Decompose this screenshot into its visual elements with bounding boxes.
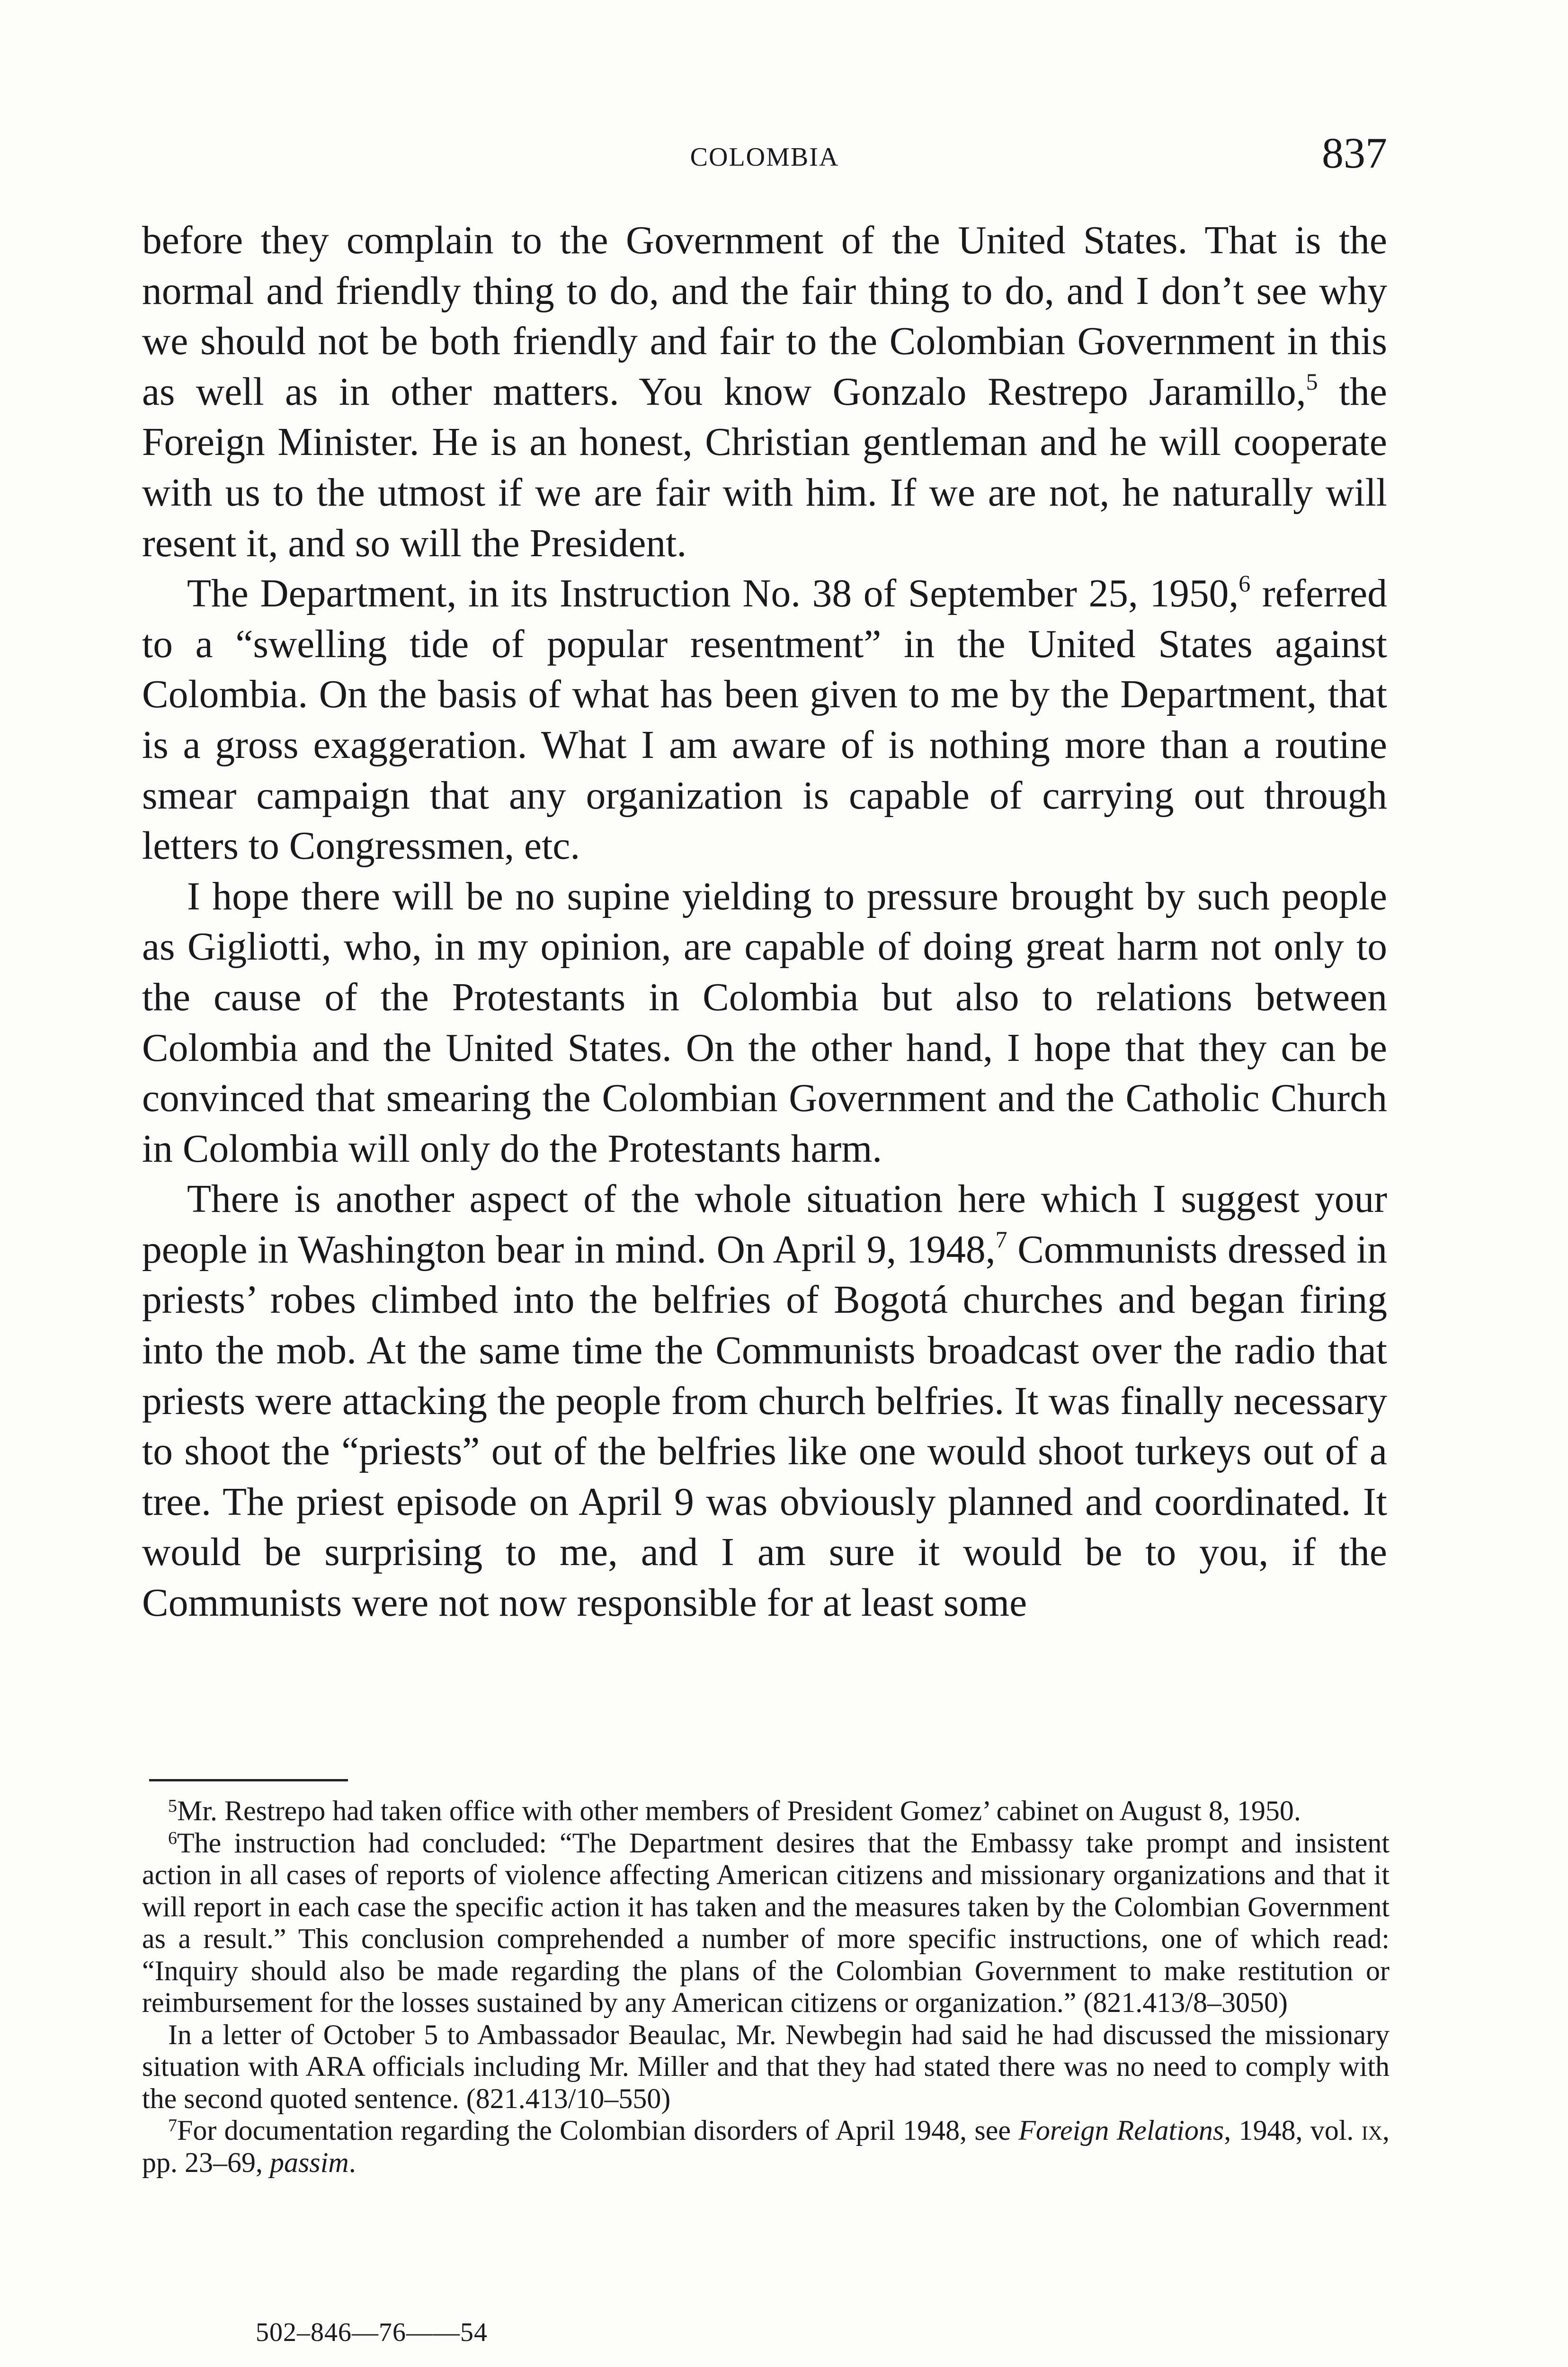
footnotes [142, 1795, 1390, 2179]
footnote-7-volume: ix [1361, 2115, 1383, 2146]
body-text [142, 215, 1387, 1628]
paragraph-2 [142, 569, 1387, 872]
paragraph-4-text: There is another aspect of the whole situation here which I suggest your people in Washington bear in mind. On April 9, 1948, [142, 1177, 1387, 1272]
footnote-7-text-2: , 1948, vol. [1224, 2115, 1362, 2146]
paragraph-4 [142, 1174, 1387, 1628]
footnote-ref-7: 7 [995, 1226, 1007, 1253]
paragraph-1 [142, 215, 1387, 569]
paragraph-3: I hope there will be no supine yielding to pressure brought by such people as Gigliotti, who, in my opinion, are capable of doing great harm not only to the cause of the Protestants in Colombia but also to relations between Colombia and the United States. On the other hand, I hope that they can be convinced that smearing the Colombian Government and the Catholic Church in Colombia will only do the Protestants harm. [142, 874, 1387, 1171]
print-code: 502–846—76——54 [256, 2318, 488, 2347]
footnote-7-italic-passim: passim [270, 2146, 349, 2178]
footnote-7-mark: 7 [168, 2116, 177, 2136]
footnote-7-text-3: , pp. 23–69, [142, 2115, 1390, 2178]
footnote-7 [142, 2115, 1390, 2179]
footnote-7-italic-title: Foreign Relations [1018, 2115, 1224, 2146]
footnote-ref-6: 6 [1238, 570, 1251, 597]
running-head-title: COLOMBIA [690, 142, 839, 172]
footnote-rule [149, 1779, 348, 1781]
footnote-6-continued: In a letter of October 5 to Ambassador Beaulac, Mr. Newbegin had said he had discussed the missionary situation with ARA officials including Mr. Miller and that they had stated there was no need to comply with the second quoted sentence. (821.413/10–550) [142, 2019, 1390, 2114]
paragraph-1-text: before they complain to the Government of the United States. That is the normal and friendly thing to do, and the fair thing to do, and I don’t see why we should not be both friendly and fair to the Colombian Government in this as well as in other matters. You know Gonzalo Restrepo Jaramillo, [142, 219, 1387, 414]
paragraph-4-text-cont: Communists dressed in priests’ robes climbed into the belfries of Bogotá churches and began firing into the mob. At the same time the Communists broadcast over the radio that priests were attacking the people from church belfries. It was finally necessary to shoot the “priests” out of the belfries like one would shoot turkeys out of a tree. The priest episode on April 9 was obviously planned and coordinated. It would be surprising to me, and I am sure it would be to you, if the Communists were not now responsible for at least some [142, 1228, 1387, 1625]
footnote-7-text-4: . [348, 2146, 356, 2178]
footnote-5-mark: 5 [168, 1796, 177, 1816]
footnote-6 [142, 1827, 1390, 2019]
footnote-5-text: Mr. Restrepo had taken office with other members of President Gomez’ cabinet on August 8, 1950. [177, 1795, 1301, 1826]
running-head [142, 128, 1387, 180]
footnote-ref-5: 5 [1306, 368, 1318, 395]
footnote-7-text: For documentation regarding the Colombian disorders of April 1948, see [177, 2115, 1019, 2146]
paragraph-1-text-cont: the Foreign Minister. He is an honest, Christian gentleman and he will cooperate with us to the utmost if we are fair with him. If we are not, he naturally will resent it, and so will the President. [142, 370, 1387, 565]
paragraph-2-text: The Department, in its Instruction No. 38 of September 25, 1950, [187, 572, 1239, 616]
footnote-5 [142, 1795, 1390, 1827]
paragraph-2-text-cont: referred to a “swelling tide of popular resentment” in the United States against Colombia. On the basis of what has been given to me by the Department, that is a gross exaggeration. What I am aware of is nothing more than a routine smear campaign that any organization is capable of carrying out through letters to Congressmen, etc. [142, 572, 1387, 868]
footnote-6-mark: 6 [168, 1828, 177, 1848]
page-number: 837 [1322, 129, 1387, 177]
footnote-6-text: The instruction had concluded: “The Department desires that the Embassy take prompt and insistent action in all cases of reports of violence affecting American citizens and missionary organizations and that it will report in each case the specific action it has taken and the measures taken by the Colombian Government as a result.” This conclusion comprehended a number of more specific instructions, one of which read: “Inquiry should also be made regarding the plans of the Colombian Government to make restitution or reimbursement for the losses sustained by any American citizens or organization.” (821.413/8–3050) [142, 1827, 1390, 2018]
